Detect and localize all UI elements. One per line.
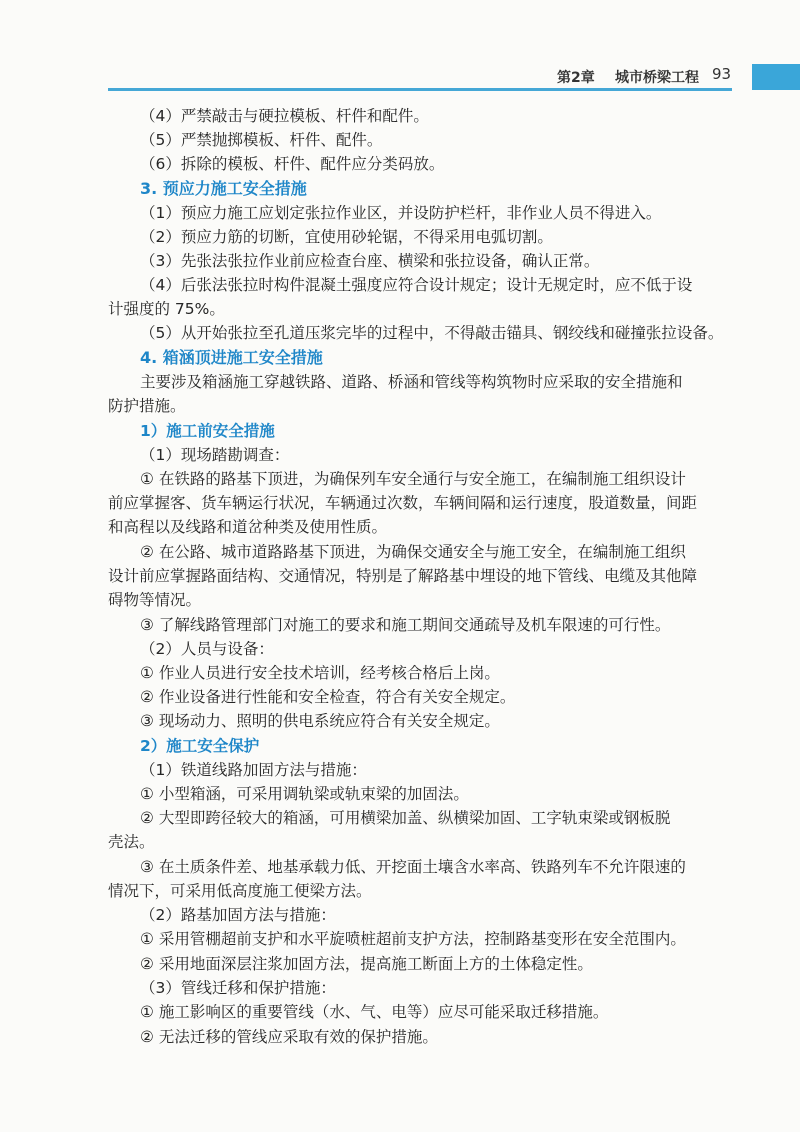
text-line: ① 施工影响区的重要管线（水、气、电等）应尽可能采取迁移措施。: [140, 1003, 609, 1021]
text-line: 和高程以及线路和道岔种类及使用性质。: [108, 518, 388, 536]
section-heading: 4. 箱涵顶进施工安全措施: [140, 348, 323, 367]
text-line: （2）人员与设备：: [140, 640, 274, 658]
text-line: （2）路基加固方法与措施：: [140, 906, 336, 924]
text-line: （1）现场踏勘调查：: [140, 446, 290, 464]
subsection-heading: 2）施工安全保护: [140, 737, 260, 755]
text-line: （1）预应力施工应划定张拉作业区，并设防护栏杆，非作业人员不得进入。: [140, 204, 662, 222]
text-line: ② 无法迁移的管线应采取有效的保护措施。: [140, 1028, 438, 1046]
text-line: （5）从开始张拉至孔道压浆完毕的过程中，不得敲击锚具、钢绞线和碰撞张拉设备。: [140, 324, 724, 342]
text-line: ③ 了解线路管理部门对施工的要求和施工期间交通疏导及机车限速的可行性。: [140, 616, 671, 634]
running-header: [520, 64, 740, 86]
chapter-number: 第2章: [557, 70, 595, 86]
chapter-title: 城市桥梁工程: [615, 70, 699, 86]
text-line: ① 在铁路的路基下顶进，为确保列车安全通行与安全施工，在编制施工组织设计: [140, 470, 686, 488]
text-line: ① 作业人员进行安全技术培训，经考核合格后上岗。: [140, 664, 500, 682]
text-line: 壳法。: [108, 833, 155, 851]
text-line: ② 作业设备进行性能和安全检查，符合有关安全规定。: [140, 688, 516, 706]
text-line: ③ 现场动力、照明的供电系统应符合有关安全规定。: [140, 712, 500, 730]
text-line: （3）管线迁移和保护措施：: [140, 979, 336, 997]
text-line: （1）铁道线路加固方法与措施：: [140, 761, 367, 779]
text-line: （3）先张法张拉作业前应检查台座、横梁和张拉设备，确认正常。: [140, 252, 600, 270]
text-line: （6）拆除的模板、杆件、配件应分类码放。: [140, 155, 445, 173]
text-line: ② 大型即跨径较大的箱涵，可用横梁加盖、纵横梁加固、工字轨束梁或钢板脱: [140, 809, 671, 827]
text-line: （5）严禁抛掷模板、杆件、配件。: [140, 131, 383, 149]
page-number: 93: [712, 65, 732, 83]
text-line: 情况下，可采用低高度施工便梁方法。: [108, 882, 372, 900]
text-line: 主要涉及箱涵施工穿越铁路、道路、桥涵和管线等构筑物时应采取的安全措施和: [140, 373, 683, 391]
text-line: 计强度的 75%。: [108, 300, 225, 318]
header-rule: [108, 88, 732, 91]
text-line: 碍物等情况。: [108, 591, 202, 609]
text-line: ② 在公路、城市道路路基下顶进，为确保交通安全与施工安全，在编制施工组织: [140, 543, 686, 561]
text-line: ② 采用地面深层注浆加固方法，提高施工断面上方的土体稳定性。: [140, 955, 593, 973]
text-line: 防护措施。: [108, 397, 186, 415]
text-line: ③ 在土质条件差、地基承载力低、开挖面土壤含水率高、铁路列车不允许限速的: [140, 858, 686, 876]
text-line: （4）严禁敲击与硬拉模板、杆件和配件。: [140, 107, 429, 125]
chapter-tab: [752, 64, 800, 90]
text-line: 前应掌握客、货车辆运行状况，车辆通过次数，车辆间隔和运行速度，股道数量，间距: [108, 494, 698, 512]
text-line: 设计前应掌握路面结构、交通情况，特别是了解路基中埋设的地下管线、电缆及其他障: [108, 567, 698, 585]
text-line: ① 小型箱涵，可采用调轨梁或轨束梁的加固法。: [140, 785, 469, 803]
text-line: ① 采用管棚超前支护和水平旋喷桩超前支护方法，控制路基变形在安全范围内。: [140, 930, 686, 948]
subsection-heading: 1）施工前安全措施: [140, 422, 275, 440]
text-line: （2）预应力筋的切断，宜使用砂轮锯，不得采用电弧切割。: [140, 228, 553, 246]
text-line: （4）后张法张拉时构件混凝土强度应符合设计规定；设计无规定时，应不低于设: [140, 276, 693, 294]
section-heading: 3. 预应力施工安全措施: [140, 179, 307, 198]
